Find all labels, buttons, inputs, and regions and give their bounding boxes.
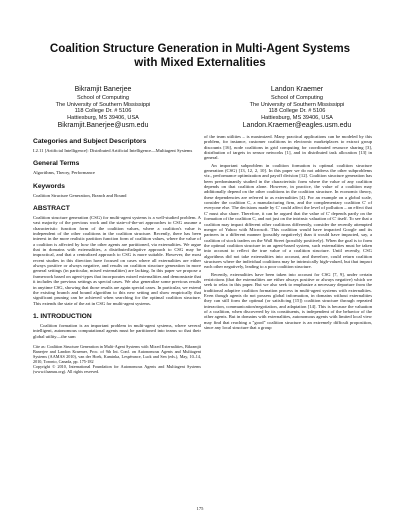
keywords-heading: Keywords — [33, 182, 65, 190]
paper-title — [20, 42, 380, 70]
author-university: The University of Southern Mississippi — [55, 101, 151, 108]
author-block-2 — [212, 86, 382, 131]
author-address-2: Hattiesburg, MS 39406, USA — [261, 115, 333, 122]
author-email: Bikramjit.Banerjee@usm.edu — [57, 122, 149, 130]
author-email: Landon.Kraemer@eagles.usm.edu — [242, 122, 352, 130]
cite-as-text: Cite as: Coalition Structure Generation in Multi-Agent Systems with Mixed Externalities, Bikramjit Banerjee and Landon Kraemer, Proc. of 9th Int. Conf. on Autonomous Agents and Multiagent Systems (AAMAS 2010), van der Hoek, Kaminka, Lespérance, Luck and Sen (eds.), May, 10–14, 2010, Toronto, Canada, pp. 175-182 — [33, 343, 201, 365]
general-terms-text: Algorithms, Theory, Performance — [33, 170, 95, 176]
author-address-1: 118 College Dr. # 5106 — [74, 108, 132, 115]
author-dept: School of Computing — [271, 94, 323, 101]
general-terms-heading: General Terms — [33, 160, 80, 168]
body-paragraph-3: Recently, externalities have been taken into account for CSG [7, 9], under certain restrictions (that the externalities are either always positive or always negative) which we seek to relax in this paper. But we also seek to emphasize a necessary departure from the traditional adaptive coalition formation process in multi-agent systems with externalities. Even though agents do not possess global information, in domains without externalities they can still form the optimal (or satisficing [15]) coalition structure through repeated interaction, communication/negotiation, and adaptation [14]. This is because the valuation of a coalition, when discovered by its constituents, is independent of the behavior of the other agents. But in domains with externalities, autonomous agents with limited local view may find that reaching a "good" coalition structure is an extremely difficult proposition, since any local structure that a group — [204, 271, 372, 331]
keywords-text: Coalition Structure Generation, Branch and Bound — [33, 192, 127, 198]
copyright-text: Copyright © 2010, International Foundation for Autonomous Agents and Multiagent Systems (www.ifaamas.org). All rights reserved. — [33, 364, 201, 375]
right-column — [204, 134, 372, 332]
abstract-text: Coalition structure generation (CSG) for multi-agent systems is a well-studied problem. A vast majority of the previous work and the state-of-the-art approaches to CSG assume a characteristic function form of the coalition values, where a coalition's value is independent of the other coalitions in the coalition structure. Recently, there has been interest in the more realistic partition function form of coalition values, where the value of a coalition is affected by how the other agents are partitioned, via externalities. We argue that in domains with externalities, a distributed/adaptive approach to CSG may be impractical, and that a centralized approach to CSG is more suitable. However, the most recent studies in this direction have focused on cases where all externalities are either always positive or always negative, and results on coalition structure generation in more general settings (in particular, mixed externalities) are lacking. In this paper we propose a framework based on agent-types that incorporates mixed externalities and demonstrate that it includes the previous settings as special cases. We also generalize some previous results in anytime CSG, showing that those results are again special cases. In particular, we extend the existing branch and bound algorithm to this new setting and show empirically that significant pruning can be achieved when searching for the optimal coalition structure. This extends the state of the art in CSG for multi-agent systems. — [33, 215, 201, 306]
copyright-box — [33, 344, 201, 375]
author-address-2: Hattiesburg, MS 39406, USA — [67, 115, 139, 122]
author-name: Bikramjit Banerjee — [74, 86, 132, 93]
introduction-heading: 1. INTRODUCTION — [33, 312, 92, 320]
title-line-2: with Mixed Externalities — [134, 56, 266, 69]
introduction-text: Coalition formation is an important problem in multi-agent systems, where several intelligent, autonomous computational agents must be partitioned into teams so that their global utility—the sum — [33, 322, 201, 339]
categories-text: I.2.11 [Artificial Intelligence]: Distributed Artificial Intelligence—Multiagent Systems — [33, 148, 193, 153]
left-column — [33, 138, 201, 374]
page-number: 175 — [196, 506, 204, 511]
body-paragraph-2: An important subproblem in coalition formation is optimal coalition structure generation (CSG) [13, 12, 2, 10]. In this paper we do not address the other subproblems viz., performance optimization and payoff division [12]. Coalition structure generation has been predominantly studied in the characteristic form where the value of any coalition depends on that coalition alone. However, in practice, the value of a coalition may additionally depend on the other coalitions in the coalition structure. In economic theory, these dependencies are referred to as externalities [4]. For an example on a global scale, consider the coalition C, a manufacturing firm, and the complementary coalition C' of everyone else. The decisions made by C' could affect the level of pollution – an effect that C' must also share. Therefore, it can be argued that the value of C' depends partly on the formation of the coalition C, and not just on the intrinsic valuation of C' itself. To see that a coalition may impact different other coalitions differently, consider the recently attempted merger of Yahoo with Microsoft. This coalition would have impacted Google and its partners in a different manner (possibly negatively) than it would have impacted, say, a coalition of stock traders on the Wall Street (possibly positively). When the goal is to form the optimal coalition structure in an agent-based system, such externalities must be taken into account to reflect the true value of a coalition structure. Until recently, CSG algorithms did not take externalities into account, and therefore, could return coalition structures where the individual coalitions may be intrinsically high-valued, but that impact each other negatively, leading to a poor coalition structure. — [204, 162, 372, 270]
categories-heading: Categories and Subject Descriptors — [33, 138, 147, 145]
title-line-1: Coalition Structure Generation in Multi-Agent Systems — [49, 42, 351, 55]
author-address-1: 118 College Dr. # 5106 — [268, 108, 326, 115]
abstract-heading: ABSTRACT — [33, 205, 70, 213]
author-dept: School of Computing — [77, 94, 129, 101]
body-paragraph-1: of the team utilities – is maximized. Many practical applications can be modeled by this problem, for instance, customer coalitions in electronic marketplaces to extract group discounts [16], node coalitions in grid computing for coordinated resource sharing [3], distribution of targets in sensor networks [1], and in distributed task allocation [13] in general. — [204, 134, 372, 161]
author-block-1 — [18, 86, 188, 131]
author-university: The University of Southern Mississippi — [249, 101, 345, 108]
author-name: Landon Kraemer — [270, 86, 324, 93]
